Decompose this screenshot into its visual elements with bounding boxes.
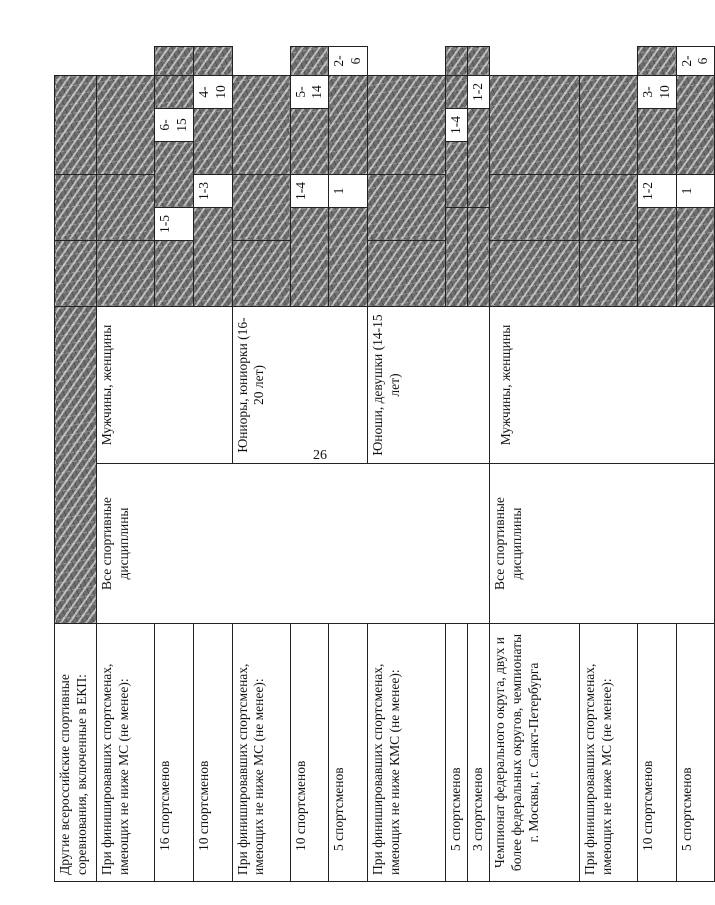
shaded-cell <box>290 47 329 76</box>
row-10-athletes: 10 спортсменов <box>290 624 329 882</box>
shaded-cell <box>155 75 194 108</box>
age-group-men-women: Мужчины, женщины <box>97 307 233 464</box>
value-cell: 1-4 <box>290 175 329 208</box>
row-10-athletes: 10 спортсменов <box>637 624 676 882</box>
shaded-cell <box>368 241 446 307</box>
condition-ms-a: При финишировавших спортсменах, имеющих не ниже МС (не менее): <box>97 624 155 882</box>
value-cell: 6-15 <box>155 109 194 142</box>
ranking-table <box>54 46 715 882</box>
value-cell: 1-2 <box>467 75 489 108</box>
shaded-cell <box>232 175 290 241</box>
page-number: 26 <box>313 448 327 463</box>
shaded-cell <box>637 208 676 307</box>
championship-line-2: г. Москвы, г. Санкт-Петербурга <box>525 662 541 843</box>
row-5-athletes: 5 спортсменов <box>446 624 468 882</box>
shaded-cell <box>97 241 155 307</box>
value-cell: 1-5 <box>155 208 194 241</box>
condition-kms: При финишировавших спортсменах, имеющих не ниже КМС (не менее): <box>368 624 446 882</box>
shaded-cell <box>97 175 155 241</box>
shaded-cell <box>55 175 97 241</box>
age-group-youth: Юноши, девушки (14-15 лет) <box>368 307 490 464</box>
condition-ms-b: При финишировавших спортсменах, имеющих не ниже МС (не менее): <box>232 624 290 882</box>
section-other-competitions: Другие всероссийские спортивные соревнования, включенные в ЕКП: <box>55 624 97 882</box>
rotated-table-container <box>54 46 711 882</box>
shaded-cell <box>579 75 637 174</box>
row-3-athletes: 3 спортсменов <box>467 624 489 882</box>
row-5-athletes: 5 спортсменов <box>676 624 715 882</box>
shaded-cell <box>489 75 579 174</box>
shaded-cell <box>97 75 155 174</box>
table-row <box>489 47 579 882</box>
condition-ms-c: При финишировавших спортсменах, имеющих не ниже МС (не менее): <box>579 624 637 882</box>
shaded-cell <box>193 109 232 175</box>
value-cell: 1 <box>676 175 715 208</box>
shaded-cell <box>467 47 489 76</box>
table-row <box>55 47 97 882</box>
value-cell: 1-2 <box>637 175 676 208</box>
discipline-cell: Все спортивные дисциплины <box>97 464 490 624</box>
row-5-athletes: 5 спортсменов <box>329 624 368 882</box>
shaded-cell <box>489 175 579 241</box>
shaded-cell <box>232 241 290 307</box>
discipline-cell: Все спортивные дисциплины <box>489 464 715 624</box>
shaded-cell <box>637 47 676 76</box>
table-row <box>97 47 155 882</box>
value-cell: 2-6 <box>329 47 368 76</box>
shaded-cell <box>155 241 194 307</box>
value-cell: 1-3 <box>193 175 232 208</box>
shaded-cell <box>290 109 329 175</box>
shaded-cell <box>55 241 97 307</box>
shaded-cell <box>467 208 489 307</box>
shaded-cell <box>155 47 194 76</box>
shaded-cell <box>446 142 468 208</box>
shaded-cell <box>676 208 715 307</box>
age-group-juniors: Юниоры, юниорки (16-20 лет) <box>232 307 368 464</box>
shaded-cell <box>637 109 676 175</box>
shaded-cell <box>55 75 97 174</box>
shaded-cell <box>446 47 468 76</box>
shaded-cell <box>232 75 290 174</box>
shaded-cell <box>467 109 489 208</box>
shaded-cell <box>55 307 97 624</box>
age-group-men-women: Мужчины, женщины <box>489 307 715 464</box>
value-cell: 5-14 <box>290 75 329 108</box>
shaded-cell <box>579 175 637 241</box>
value-cell: 2-6 <box>676 47 715 76</box>
value-cell: 3-10 <box>637 75 676 108</box>
shaded-cell <box>193 47 232 76</box>
shaded-cell <box>676 75 715 174</box>
section-championship <box>489 624 579 882</box>
shaded-cell <box>368 75 446 174</box>
value-cell: 4-10 <box>193 75 232 108</box>
shaded-cell <box>155 142 194 208</box>
shaded-cell <box>579 241 637 307</box>
value-cell: 1 <box>329 175 368 208</box>
shaded-cell <box>290 208 329 307</box>
shaded-cell <box>489 241 579 307</box>
shaded-cell <box>368 175 446 241</box>
shaded-cell <box>193 208 232 307</box>
shaded-cell <box>446 208 468 307</box>
row-16-athletes: 16 спортсменов <box>155 624 194 882</box>
shaded-cell <box>446 75 468 108</box>
row-10-athletes: 10 спортсменов <box>193 624 232 882</box>
shaded-cell <box>329 75 368 174</box>
championship-line-1: Чемпионат федерального округа, двух и более федеральных округов, чемпионаты <box>491 633 524 872</box>
shaded-cell <box>329 208 368 307</box>
value-cell: 1-4 <box>446 109 468 142</box>
